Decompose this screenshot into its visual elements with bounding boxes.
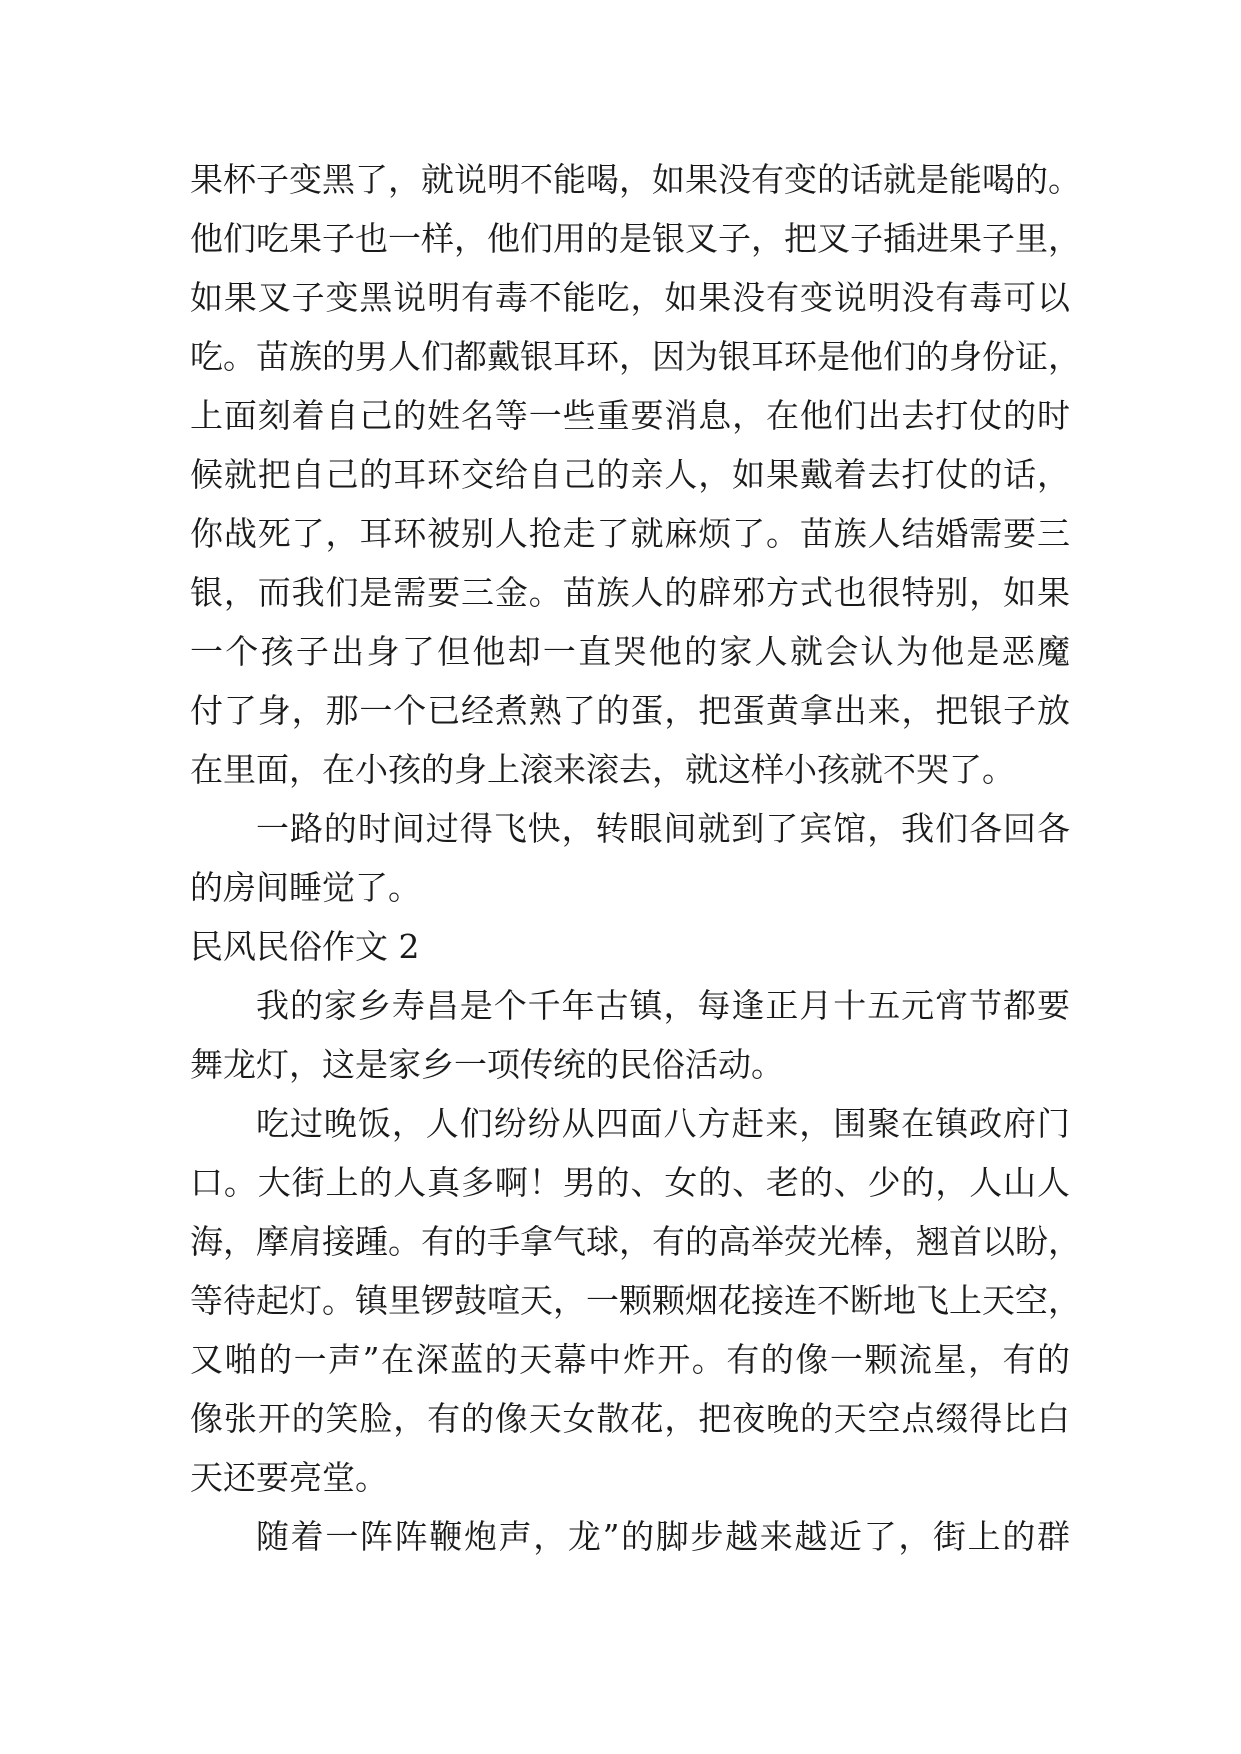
text-line: 如果叉子变黑说明有毒不能吃，如果没有变说明没有毒可以 xyxy=(190,278,1070,317)
text-line: 天还要亮堂。 xyxy=(190,1458,388,1497)
text-line: 你战死了，耳环被别人抢走了就麻烦了。苗族人结婚需要三 xyxy=(190,514,1070,553)
text-line: 付了身，那一个已经煮熟了的蛋，把蛋黄拿出来，把银子放 xyxy=(190,691,1070,730)
text-line: 像张开的笑脸，有的像天女散花，把夜晚的天空点缀得比白 xyxy=(190,1399,1070,1438)
text-line: 候就把自己的耳环交给自己的亲人，如果戴着去打仗的话， xyxy=(190,455,1070,494)
text-line: 吃。苗族的男人们都戴银耳环，因为银耳环是他们的身份证， xyxy=(190,337,1081,376)
text-line: 果杯子变黑了，就说明不能喝，如果没有变的话就是能喝的。 xyxy=(190,160,1081,199)
text-line: 又啪的一声”在深蓝的天幕中炸开。有的像一颗流星，有的 xyxy=(190,1340,1070,1379)
text-line: 一路的时间过得飞快，转眼间就到了宾馆，我们各回各 xyxy=(256,809,1070,848)
text-line: 在里面，在小孩的身上滚来滚去，就这样小孩就不哭了。 xyxy=(190,750,1015,789)
document-body xyxy=(190,150,1081,1566)
text-line: 一个孩子出身了但他却一直哭他的家人就会认为他是恶魔 xyxy=(190,632,1070,671)
text-line: 海，摩肩接踵。有的手拿气球，有的高举荧光棒，翘首以盼， xyxy=(190,1222,1081,1261)
text-line: 口。大街上的人真多啊！男的、女的、老的、少的，人山人 xyxy=(190,1163,1070,1202)
text-line: 银，而我们是需要三金。苗族人的辟邪方式也很特别，如果 xyxy=(190,573,1070,612)
section-heading: 民风民俗作文 2 xyxy=(190,927,420,966)
text-line: 等待起灯。镇里锣鼓喧天，一颗颗烟花接连不断地飞上天空， xyxy=(190,1281,1081,1320)
text-line: 上面刻着自己的姓名等一些重要消息，在他们出去打仗的时 xyxy=(190,396,1070,435)
text-line: 随着一阵阵鞭炮声，龙”的脚步越来越近了，街上的群 xyxy=(256,1517,1070,1556)
text-line: 舞龙灯，这是家乡一项传统的民俗活动。 xyxy=(190,1045,784,1084)
text-line: 我的家乡寿昌是个千年古镇，每逢正月十五元宵节都要 xyxy=(256,986,1070,1025)
text-line: 他们吃果子也一样，他们用的是银叉子，把叉子插进果子里， xyxy=(190,219,1081,258)
text-line: 的房间睡觉了。 xyxy=(190,868,421,907)
text-line: 吃过晚饭，人们纷纷从四面八方赶来，围聚在镇政府门 xyxy=(256,1104,1070,1143)
